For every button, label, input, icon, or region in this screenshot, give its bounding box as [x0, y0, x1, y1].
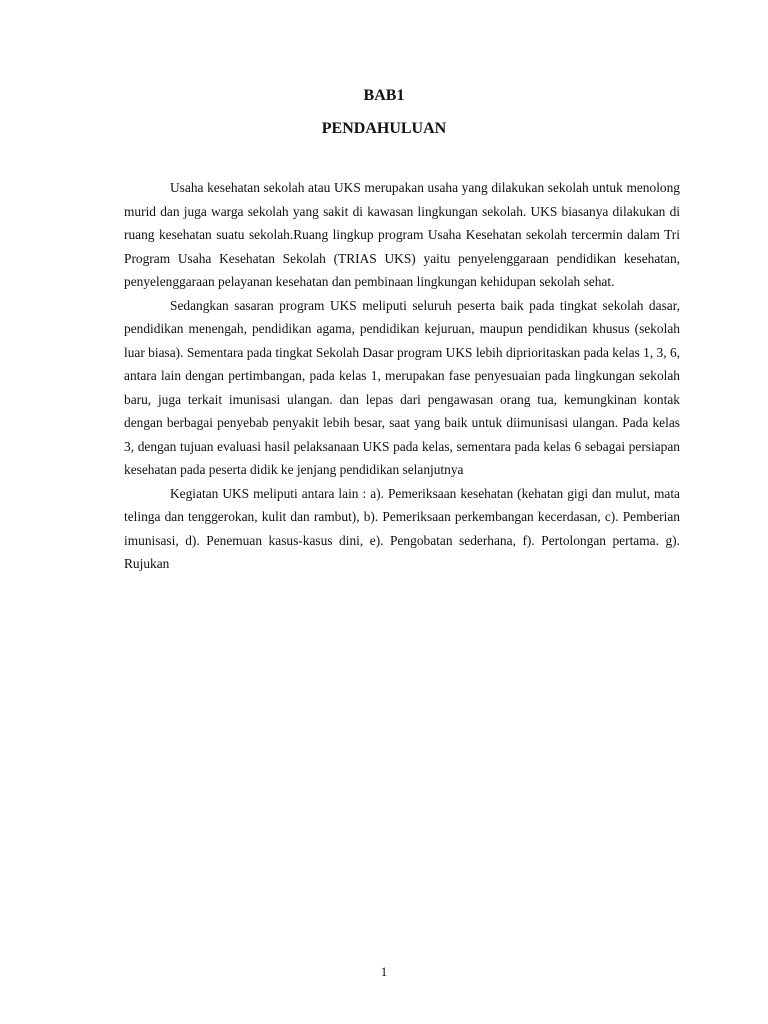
document-body: [124, 176, 680, 576]
chapter-title: PENDAHULUAN: [321, 120, 447, 137]
chapter-number: BAB1: [363, 87, 405, 104]
paragraph-uks-definition: Usaha kesehatan sekolah atau UKS merupakan usaha yang dilakukan sekolah untuk menolong murid dan juga warga sekolah yang sakit di kawasan lingkungan sekolah. UKS biasanya dilakukan di ruang kesehatan suatu sekolah.Ruang lingkup program Usaha Kesehatan sekolah tercermin dalam Tri Program Usaha Kesehatan Sekolah (TRIAS UKS) yaitu penyelenggaraan pendidikan kesehatan, penyelenggaraan pelayanan kesehatan dan pembinaan lingkungan kehidupan sekolah sehat.: [124, 180, 680, 289]
page-number: 1: [380, 964, 388, 979]
paragraph-uks-targets: Sedangkan sasaran program UKS meliputi seluruh peserta baik pada tingkat sekolah dasar, pendidikan menengah, pendidikan agama, pendidikan kejuruan, maupun pendidikan khusus (sekolah luar biasa). Sementara pada tingkat Sekolah Dasar program UKS lebih diprioritaskan pada kelas 1, 3, 6, antara lain dengan pertimbangan, pada kelas 1, merupakan fase penyesuaian pada lingkungan sekolah baru, juga terkait imunisasi ulangan. dan lepas dari pengawasan orang tua, kemungkinan kontak dengan berbagai penyebab penyakit lebih besar, saat yang baik untuk diimunisasi ulangan. Pada kelas 3, dengan tujuan evaluasi hasil pelaksanaan UKS pada kelas, sementara pada kelas 6 sebagai persiapan kesehatan pada peserta didik ke jenjang pendidikan selanjutnya: [124, 297, 680, 477]
paragraph-uks-activities: Kegiatan UKS meliputi antara lain : a). Pemeriksaan kesehatan (kehatan gigi dan mulut, mata telinga dan tenggerokan, kulit dan rambut), b). Pemeriksaan perkembangan kecerdasan, c). Pemberian imunisasi, d). Penemuan kasus-kasus dini, e). Pengobatan sederhana, f). Pertolongan pertama. g). Rujukan: [124, 485, 680, 571]
